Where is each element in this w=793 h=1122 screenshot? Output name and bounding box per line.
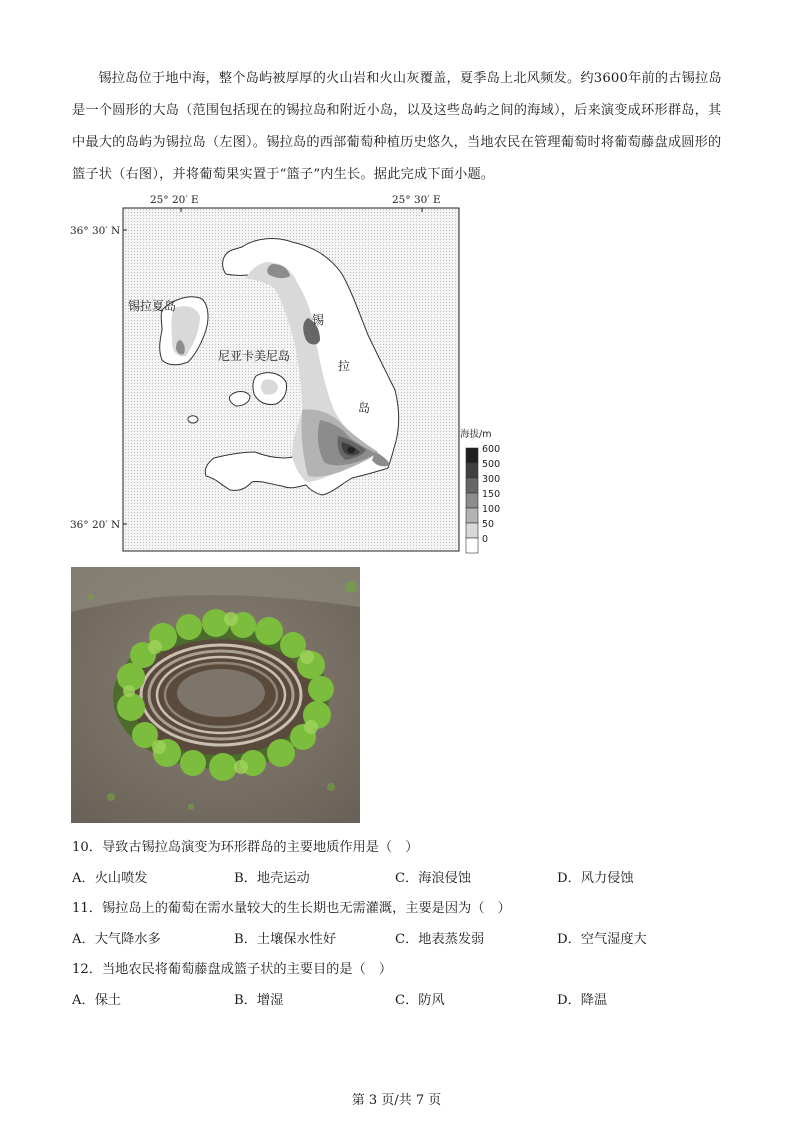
option-d[interactable]: D．降温: [557, 993, 608, 1008]
legend-swatch: [466, 493, 478, 508]
lon-left-label: 25° 20′ E: [150, 194, 199, 206]
legend-title: 海拔/m: [460, 429, 492, 440]
option-b[interactable]: B．增湿: [234, 993, 284, 1008]
aspronisi-islet: [188, 416, 198, 423]
thera-map: [70, 190, 501, 560]
lat-bottom-label: 36° 20′ N: [70, 519, 121, 531]
nea-kameni-label: 尼亚卡美尼岛: [218, 349, 291, 363]
legend-swatch: [466, 448, 478, 463]
option-d[interactable]: D．空气湿度大: [557, 932, 647, 947]
lat-top-label: 36° 30′ N: [70, 225, 121, 237]
legend-swatch: [466, 508, 478, 523]
legend-value: 300: [482, 474, 501, 485]
legend-value: 0: [482, 534, 489, 545]
option-row: [72, 985, 772, 1016]
question-stem: 12．当地农民将葡萄藤盘成篮子状的主要目的是（ ）: [72, 962, 393, 977]
legend-swatch: [466, 538, 478, 553]
option-row: [72, 924, 772, 955]
legend-swatch: [466, 523, 478, 538]
thera-label-1: 锡: [312, 313, 325, 327]
option-c[interactable]: C．海浪侵蚀: [395, 871, 472, 886]
question-stem: 10．导致古锡拉岛演变为环形群岛的主要地质作用是（ ）: [72, 840, 419, 855]
legend-value: 100: [482, 504, 501, 515]
question-list: [72, 833, 772, 1016]
lon-right-label: 25° 30′ E: [392, 194, 441, 206]
option-c[interactable]: C．地表蒸发弱: [395, 932, 485, 947]
option-d[interactable]: D．风力侵蚀: [557, 871, 634, 886]
page-number: 第 3 页/共 7 页: [351, 1093, 442, 1108]
legend-value: 150: [482, 489, 501, 500]
therasia-label: 锡拉夏岛: [128, 299, 177, 313]
legend-value: 50: [482, 519, 495, 530]
option-row: [72, 863, 772, 894]
legend-value: 500: [482, 459, 501, 470]
grape-basket-photo: [71, 567, 360, 823]
question-10: [72, 833, 772, 894]
option-a[interactable]: A．大气降水多: [72, 932, 161, 947]
option-b[interactable]: B．地壳运动: [234, 871, 310, 886]
option-b[interactable]: B．土壤保水性好: [234, 932, 337, 947]
legend-swatch: [466, 478, 478, 493]
option-a[interactable]: A．火山喷发: [72, 871, 148, 886]
question-stem: 11．锡拉岛上的葡萄在需水量较大的生长期也无需灌溉，主要是因为（ ）: [72, 901, 511, 916]
intro-paragraph: 锡拉岛位于地中海，整个岛屿被厚厚的火山岩和火山灰覆盖，夏季岛上北风频发。约3600年前的古锡拉岛是一个圆形的大岛（范围包括现在的锡拉岛和附近小岛，以及这些岛屿之间的海域），后来演变成环形群岛，其中最大的岛屿为锡拉岛（左图）。锡拉岛的西部葡萄种植历史悠久，当地农民在管理葡萄时将葡萄藤盘成圆形的篮子状（右图），并将葡萄果实置于“篮子”内生长。据此完成下面小题。: [72, 71, 722, 182]
question-11: [72, 894, 772, 955]
legend-value: 600: [482, 444, 501, 455]
option-a[interactable]: A．保土: [72, 993, 122, 1008]
option-c[interactable]: C．防风: [395, 993, 445, 1008]
legend-swatch: [466, 463, 478, 478]
thera-label-2: 拉: [338, 359, 351, 373]
question-12: [72, 955, 772, 1016]
thera-label-3: 岛: [358, 401, 371, 415]
elevation-legend: [460, 428, 500, 553]
